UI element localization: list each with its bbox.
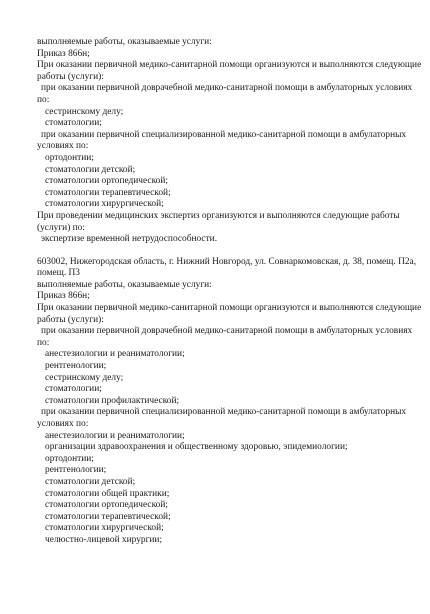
document-line: рентгенологии; — [45, 361, 107, 372]
document-line: работы (услуги): — [37, 314, 104, 325]
document-line: При оказании первичной медико-санитарной помощи организуются и выполняются следующие — [37, 303, 422, 314]
document-line: анестезиологии и реаниматологии; — [45, 430, 185, 441]
document-line: при оказании первичной специализированной медико-санитарной помощи в амбулаторных — [41, 407, 407, 418]
document-line: При оказании первичной медико-санитарной помощи организуются и выполняются следующие — [37, 60, 422, 71]
document-line: ортодонтии; — [45, 152, 94, 163]
document-line: работы (услуги): — [37, 71, 104, 82]
document-line: помещ. П3 — [37, 268, 80, 279]
document-line: экспертизе временной нетрудоспособности. — [41, 234, 218, 245]
document-line: Приказ 866н; — [37, 291, 90, 302]
document-line: стоматологии терапевтической; — [45, 187, 171, 198]
document-line: стоматологии; — [45, 118, 102, 129]
document-line: условиях по: — [37, 141, 89, 152]
section-gap — [37, 246, 407, 257]
document-line: сестринскому делу; — [45, 106, 124, 117]
document-line: стоматологии ортопедической; — [45, 176, 168, 187]
document-line: ортодонтии; — [45, 453, 94, 464]
document-line: по: — [37, 94, 50, 105]
document-line: стоматологии; — [45, 384, 102, 395]
document-line: при оказании первичной доврачебной медико-санитарной помощи в амбулаторных условиях — [41, 83, 413, 94]
document-line: рентгенологии; — [45, 465, 107, 476]
document-line: сестринскому делу; — [45, 372, 124, 383]
document-line: организации здравоохранения и общественному здоровью, эпидемиологии; — [45, 442, 348, 453]
license-section-2 — [37, 256, 422, 547]
document-line: выполняемые работы, оказываемые услуги: — [37, 279, 212, 290]
document-line: Приказ 866н; — [37, 48, 90, 59]
document-line: стоматологии детской; — [45, 164, 136, 175]
document-line: стоматологии профилактической; — [45, 395, 180, 406]
document-line: (услуги) по: — [37, 222, 85, 233]
document-page — [37, 37, 422, 547]
document-line: стоматологии хирургической; — [45, 199, 164, 210]
document-line: челюстно-лицевой хирургии; — [45, 534, 163, 545]
document-line: При проведении медицинских экспертиз организуются и выполняются следующие работы — [37, 210, 400, 221]
license-section-1 — [37, 37, 422, 246]
document-line: 603002, Нижегородская область, г. Нижний Новгород, ул. Совнаркомовская, д. 38, помещ. П2а, — [37, 256, 417, 267]
document-line: при оказании первичной доврачебной медико-санитарной помощи в амбулаторных условиях — [41, 326, 413, 337]
document-line: стоматологии детской; — [45, 476, 136, 487]
document-line: стоматологии хирургической; — [45, 523, 164, 534]
document-line: выполняемые работы, оказываемые услуги: — [37, 37, 212, 47]
document-line: стоматологии ортопедической; — [45, 500, 168, 511]
document-line: при оказании первичной специализированной медико-санитарной помощи в амбулаторных — [41, 129, 407, 140]
document-line: условиях по: — [37, 419, 89, 429]
document-line: анестезиологии и реаниматологии; — [45, 349, 185, 360]
document-line: стоматологии терапевтической; — [45, 511, 171, 522]
document-line: стоматологии общей практики; — [45, 488, 170, 499]
document-line: по: — [37, 337, 50, 348]
